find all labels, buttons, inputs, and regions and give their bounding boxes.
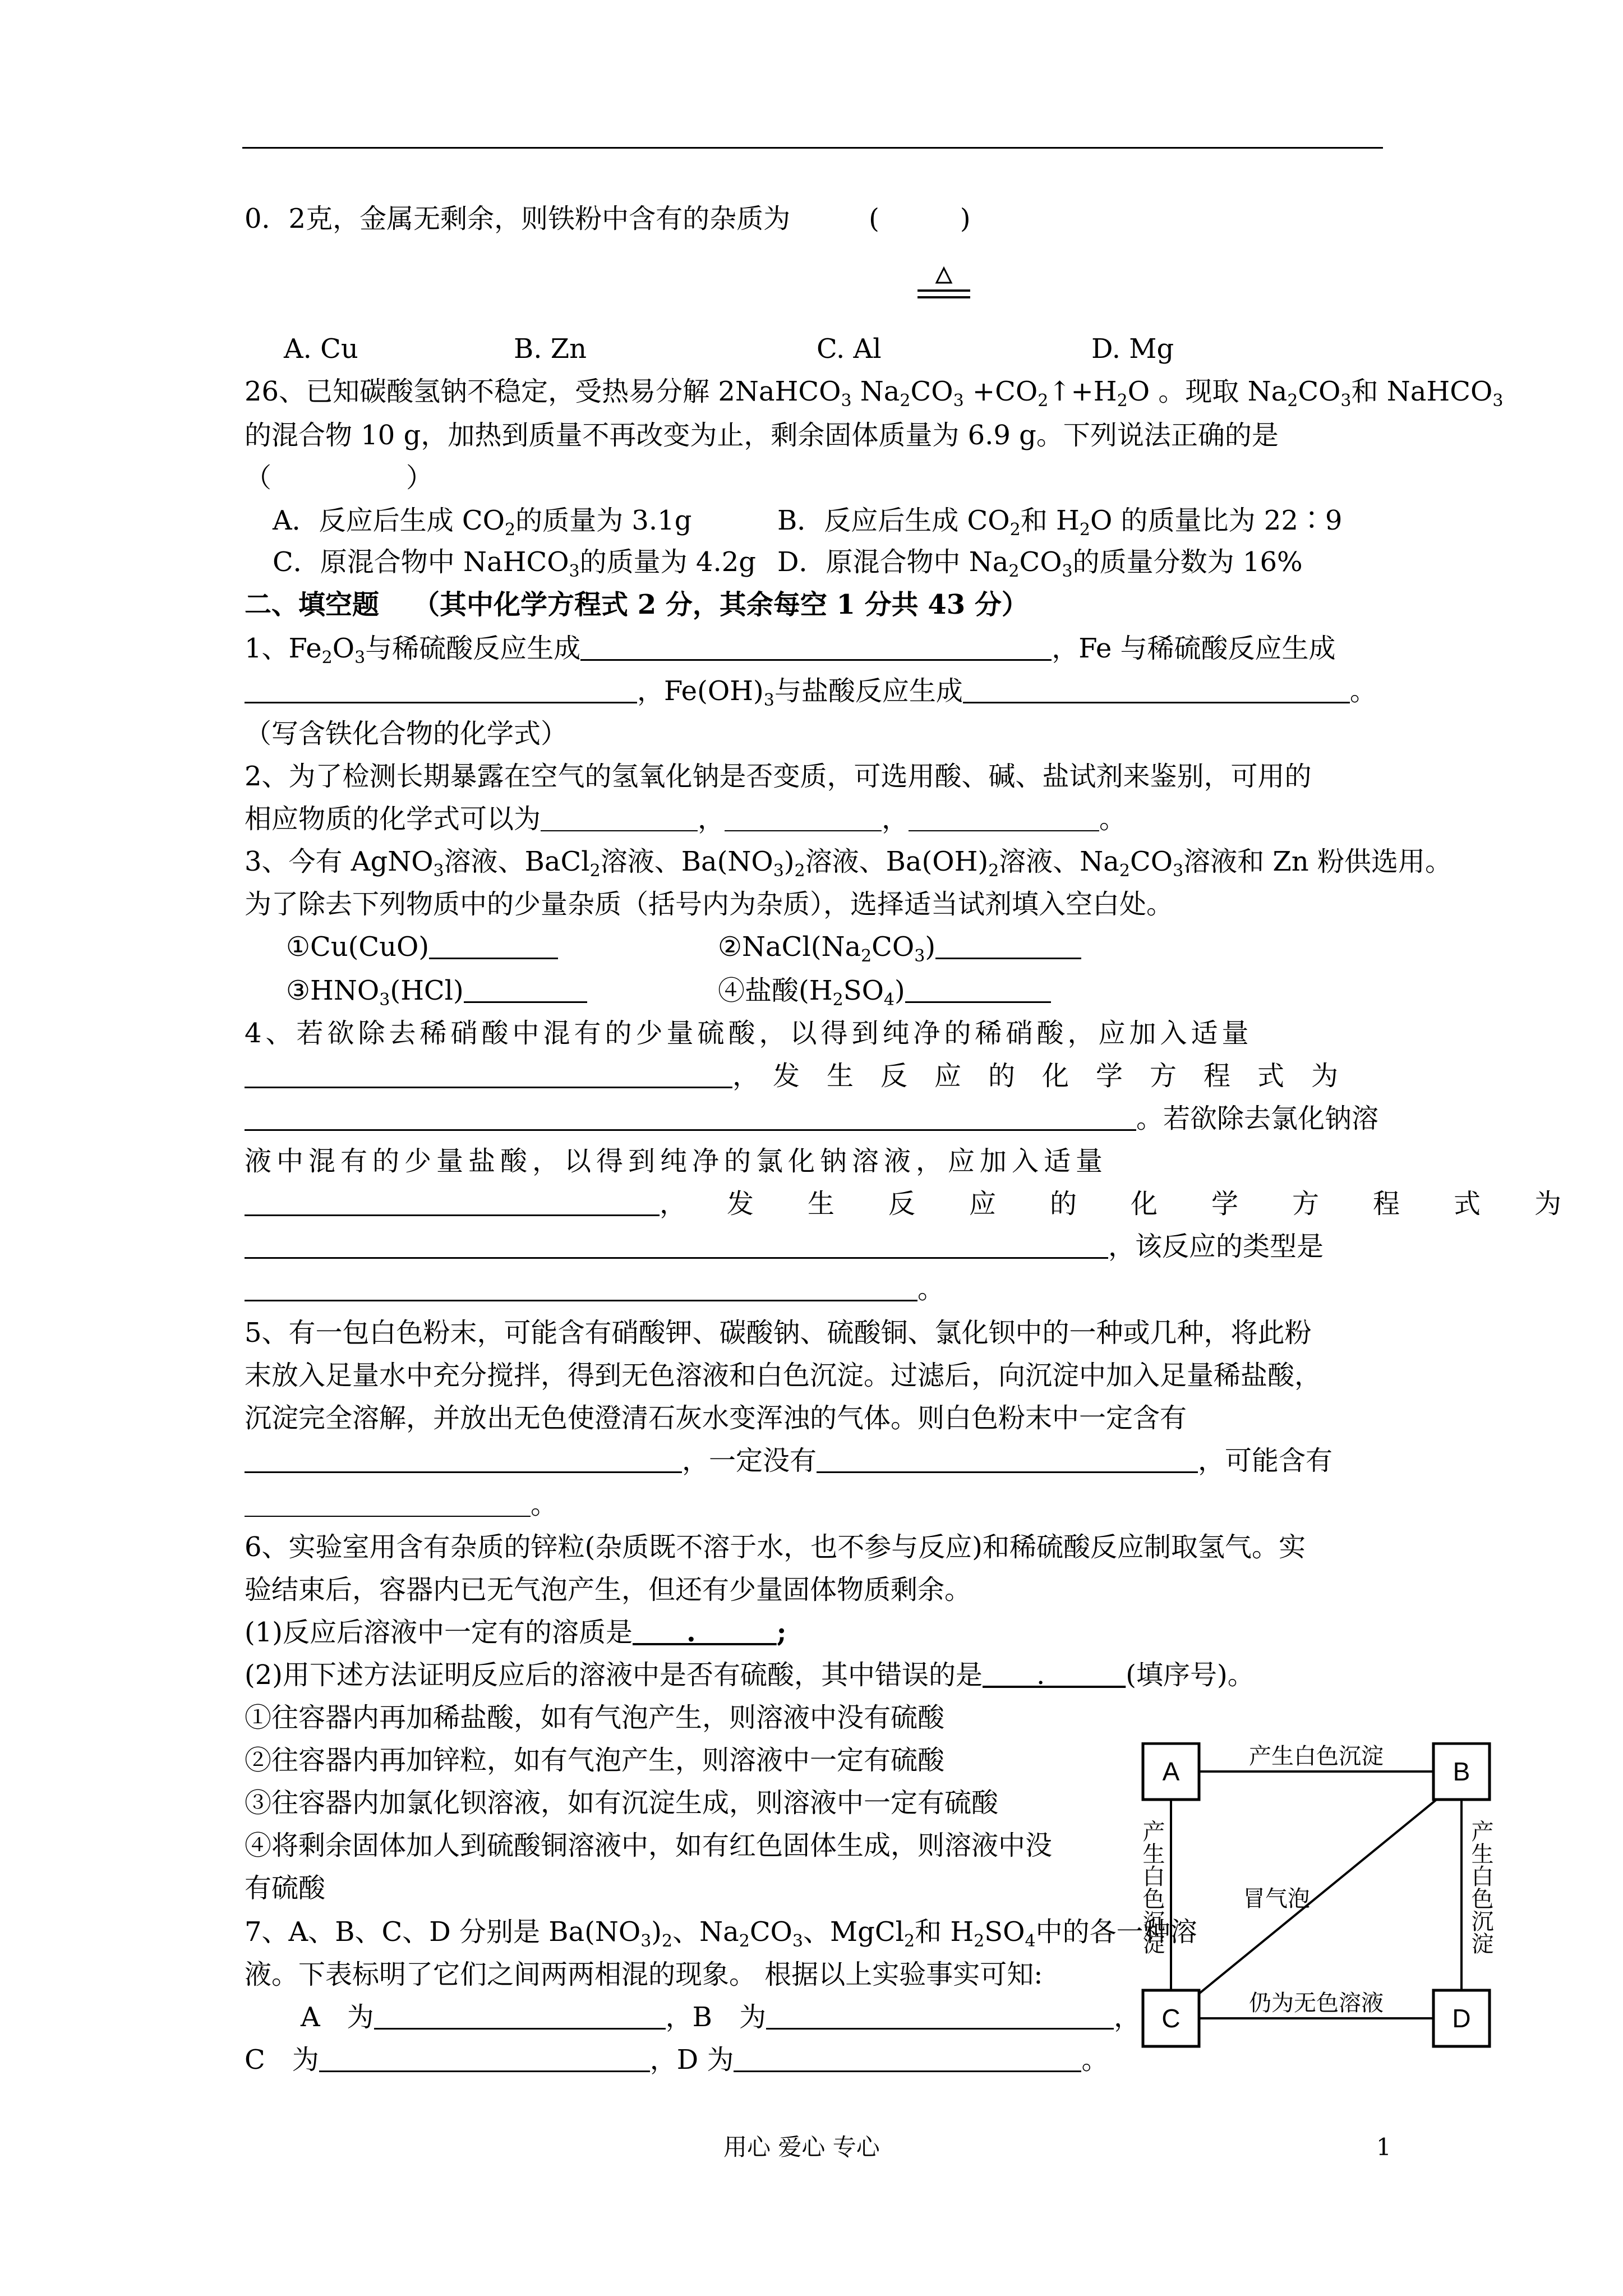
q6-blank-1[interactable]: . <box>633 1617 777 1648</box>
q5-blank-1[interactable] <box>245 1443 682 1473</box>
q3-line1: 3、今有 AgNO$_3$溶液、BaCl$_2$溶液、$Ba(NO_3)_2$溶液、$Ba(OH)_2$溶液、$Na_2CO_3$溶液和 Zn 粉供选用。 <box>245 846 1452 881</box>
q26-line2: 的混合物 10 g，加热到质量不再改变为止，剩余固体质量为 6.9 g。下列说法正确的是 <box>245 420 1279 451</box>
q6-option-4-cont: 有硫酸 <box>245 1872 326 1904</box>
q6-option-3: ③往容器内加氯化钡溶液，如有沉淀生成，则溶液中一定有硫酸 <box>245 1787 999 1819</box>
q25-option-d: D. Mg <box>1091 333 1174 365</box>
q4-line6: ，该反应的类型是 <box>245 1228 1324 1264</box>
q3-line2: 为了除去下列物质中的少量杂质（括号内为杂质），选择适当试剂填入空白处。 <box>245 889 1174 920</box>
q6-blank-2[interactable]: . <box>983 1659 1126 1691</box>
q26-answer-paren: （ ） <box>245 462 434 494</box>
q7-blank-b[interactable] <box>766 2000 1114 2030</box>
edge-ab-label: 产生白色沉淀 <box>1249 1743 1384 1769</box>
node-b-label: B <box>1453 1757 1470 1786</box>
q26-options-ab: A．反应后生成 $CO_2$的质量为 3.1g B．反应后生成 $CO_2$和 $H_2O$ 的质量比为 22∶9 <box>273 503 691 539</box>
q2-blank-2[interactable] <box>725 802 882 831</box>
q4-line4: 液中混有的少量盐酸，以得到纯净的氯化钠溶液，应加入适量 <box>245 1145 1108 1177</box>
q3-blank-3[interactable] <box>464 973 587 1003</box>
q2-line1: 2、为了检测长期暴露在空气的氢氧化钠是否变质，可选用酸、碱、盐试剂来鉴别，可用的 <box>245 761 1312 792</box>
edge-bd-label: 产生白色沉淀 <box>1468 1820 1493 1954</box>
node-a-label: A <box>1162 1757 1180 1786</box>
q25-option-b: B. Zn <box>514 333 587 365</box>
q1-blank-3[interactable] <box>963 674 1350 703</box>
q4-blank-4[interactable] <box>245 1229 1108 1259</box>
header-rule <box>242 147 1383 149</box>
q5-blank-3[interactable] <box>245 1488 531 1517</box>
q3-blank-2[interactable] <box>935 930 1081 959</box>
q6-line2: 验结束后，容器内已无气泡产生，但还有少量固体物质剩余。 <box>245 1574 972 1605</box>
q25-text: 0．2克，金属无剩余，则铁粉中含有的杂质为 <box>245 203 791 234</box>
q3-items-1-2: ①Cu(CuO) $②NaCl(Na_2CO_3)$ <box>286 929 558 965</box>
q6-sub2: (2)用下述方法证明反应后的溶液中是否有硫酸，其中错误的是 . (填序号)。 <box>245 1659 1255 1691</box>
node-d-label: D <box>1452 2004 1471 2033</box>
q7-blank-a[interactable] <box>374 2000 666 2030</box>
q5-line4: ，一定没有 ，可能含有 <box>245 1443 1332 1479</box>
q7-line4: C 为 ，D 为 。 <box>245 2042 1109 2078</box>
q1-blank-2[interactable] <box>245 674 637 703</box>
footer-motto: 用心 爱心 专心 <box>723 2133 880 2161</box>
q3-blank-4[interactable] <box>905 973 1051 1003</box>
q26-line1: 26、已知碳酸氢钠不稳定，受热易分解 2NaHCO$_3$ $Na_2CO_3$ $+CO_2↑+H_2O$ 。现取 $Na_2CO_3$和 NaHCO$_3$ <box>245 376 1504 411</box>
q26-option-c: C．原混合物中 NaHCO <box>273 546 569 578</box>
q5-line5: 。 <box>245 1487 557 1522</box>
edge-bc <box>1199 1798 1438 1994</box>
section2-heading: 二、填空题 （其中化学方程式 2 分，其余每空 1 分共 43 分） <box>245 589 1029 620</box>
q6-option-1: ①往容器内再加稀盐酸，如有气泡产生，则溶液中没有硫酸 <box>245 1702 945 1733</box>
q6-line1: 6、实验室用含有杂质的锌粒(杂质既不溶于水，也不参与反应)和稀硫酸反应制取氢气。实 <box>245 1531 1306 1563</box>
q25-option-c: C. Al <box>817 333 882 365</box>
q7-line3: A 为 ，B 为 ， <box>301 1999 1141 2035</box>
q4-blank-3[interactable] <box>245 1186 660 1216</box>
reaction-diagram <box>1136 1742 1501 2051</box>
q1-line1: 1、$Fe_2O_3$与稀硫酸反应生成 ，Fe 与稀硫酸反应生成 <box>245 631 1336 666</box>
q4-blank-5[interactable] <box>245 1272 917 1301</box>
q6-option-2: ②往容器内再加锌粒，如有气泡产生，则溶液中一定有硫酸 <box>245 1745 945 1776</box>
q2-blank-1[interactable] <box>541 802 698 831</box>
q4-line5: ， 发 生 反 应 的 化 学 方 程 式 为 <box>245 1186 1561 1222</box>
q1-blank-1[interactable] <box>580 631 1052 661</box>
q4-blank-2[interactable] <box>245 1101 1136 1131</box>
q5-line1: 5、有一包白色粉末，可能含有硝酸钾、碳酸钠、硫酸铜、氯化钡中的一种或几种，将此粉 <box>245 1317 1312 1349</box>
q1-line2: ，$Fe(OH)_3$与盐酸反应生成 。 <box>245 673 1377 709</box>
edge-cd-label: 仍为无色溶液 <box>1249 1990 1384 2016</box>
q4-line2: ， 发 生 反 应 的 化 学 方 程 式 为 <box>245 1058 1338 1094</box>
edge-ac-label: 产生白色沉淀 <box>1139 1820 1165 1954</box>
q5-line3: 沉淀完全溶解，并放出无色使澄清石灰水变浑浊的气体。则白色粉末中一定含有 <box>245 1402 1187 1434</box>
q5-blank-2[interactable] <box>817 1443 1198 1473</box>
q26-option-d: D．原混合物中 $Na_2CO_3$的质量分数为 16% <box>777 546 1303 581</box>
q26-option-b: B．反应后生成 $CO_2$和 $H_2O$ 的质量比为 22∶9 <box>777 505 1343 540</box>
edge-bc-label: 冒气泡 <box>1243 1886 1310 1912</box>
q5-line2: 末放入足量水中充分搅拌，得到无色溶液和白色沉淀。过滤后，向沉淀中加入足量稀盐酸， <box>245 1360 1322 1391</box>
q1-note: （写含铁化合物的化学式） <box>245 718 568 749</box>
q2-line2: 相应物质的化学式可以为 ， ， 。 <box>245 803 1127 835</box>
q2-blank-3[interactable] <box>909 802 1099 831</box>
q25-option-a: A. Cu <box>284 333 358 365</box>
q7-blank-c[interactable] <box>319 2042 650 2072</box>
q3-items-3-4: $③HNO_3(HCl)$ ④盐酸$(H_2SO_4)$ <box>286 973 587 1009</box>
q6-sub1: (1)反应后溶液中一定有的溶质是 . ; <box>245 1617 787 1648</box>
q7-blank-d[interactable] <box>734 2042 1081 2072</box>
q7-line1: 7、A、B、C、D 分别是 $Ba(NO_3)_2$、$Na_2CO_3$、MgCl$_2$和 $H_2SO_4$中的各一种溶 <box>245 1916 1197 1951</box>
q25-tail <box>245 201 971 237</box>
q7-line2: 液。下表标明了它们之间两两相混的现象。 根据以上实验事实可知: <box>245 1959 1043 1990</box>
q4-line3: 。若欲除去氯化钠溶 <box>245 1101 1378 1137</box>
q4-blank-1[interactable] <box>245 1059 732 1088</box>
q4-line1: 4、若欲除去稀硝酸中混有的少量硫酸，以得到纯净的稀硝酸，应加入适量 <box>245 1018 1253 1049</box>
node-c-label: C <box>1161 2004 1181 2033</box>
page-number: 1 <box>1376 2133 1391 2161</box>
q3-blank-1[interactable] <box>429 930 558 959</box>
heating-symbol-icon <box>913 264 975 309</box>
q25-answer-paren: ( ) <box>869 203 971 234</box>
q6-option-4: ④将剩余固体加人到硫酸铜溶液中，如有红色固体生成，则溶液中没 <box>245 1830 1053 1861</box>
q4-line7: 。 <box>245 1271 944 1307</box>
q26-option-a: A．反应后生成 CO <box>273 505 505 536</box>
q26-options-cd: C．原混合物中 NaHCO$_3$的质量为 4.2g D．原混合物中 $Na_2CO_3$的质量分数为 16% <box>273 544 756 580</box>
